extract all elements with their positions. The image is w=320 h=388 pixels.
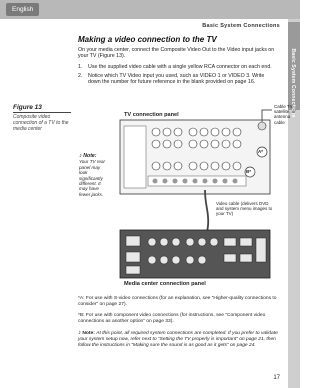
coax-jack <box>258 122 266 130</box>
figure-caption: Composite video connection of a TV to the media center <box>13 114 69 132</box>
marker-b: B* <box>246 169 252 174</box>
figure-label: Figure 13 <box>13 104 42 111</box>
step-text: Use the supplied video cable with a single yellow RCA connector on each end. <box>88 64 272 70</box>
language-tab[interactable]: English <box>6 3 39 16</box>
page-number: 17 <box>273 375 280 381</box>
marker-a: A* <box>258 149 264 154</box>
tv-panel-label: TV connection panel <box>124 112 179 118</box>
note-icon: ♪ <box>79 153 82 159</box>
tv-jack-block-left <box>124 126 146 188</box>
video-cable-callout: Video cable (delivers DVD and system menu images to your TV) <box>216 201 273 217</box>
final-note-label: Note: <box>82 331 95 336</box>
step-text: Notice which TV Video input you used, such as VIDEO 1 or VIDEO 3. Write down the number for future reference in the blank provided on page 16. <box>88 73 265 86</box>
final-note <box>78 330 288 349</box>
step-number: 1. <box>78 64 83 70</box>
tv-jack-row-bottom <box>153 179 238 184</box>
footnote-a: *A: For use with S-video connections (for an explanation, see “Higher-quality connections to consider” on page 27). <box>78 296 277 307</box>
side-note-text: Your TV rear panel may look significantly different. It may have fewer jacks. <box>79 159 106 197</box>
note-icon: ♪ <box>78 330 81 336</box>
side-note-title: Note: <box>83 153 97 159</box>
cable-callout: Cable TV, satellite, or antenna cable <box>274 104 296 125</box>
side-tab-label: Basic System Connections <box>290 48 296 118</box>
footnote-b: *B: For use with component video connections (for instructions, see “Component video connections as another option” on page 33). <box>78 313 266 324</box>
final-note-text: At this point, all required system connections are completed. If you prefer to validate your system setup now, refer next to “Setting the TV properly is important” on page 21, then follow the instructions in “Making sure the sound is as good as it gets” on page 24. <box>78 331 278 348</box>
section-title: Making a video connection to the TV <box>78 35 217 44</box>
step-number: 2. <box>78 73 83 79</box>
media-panel-label: Media center connection panel <box>124 281 206 287</box>
intro-paragraph: On your media center, connect the Composite Video Out to the Video input jacks on your TV (Figure 13). <box>78 47 275 60</box>
running-head: Basic System Connections <box>202 23 280 29</box>
